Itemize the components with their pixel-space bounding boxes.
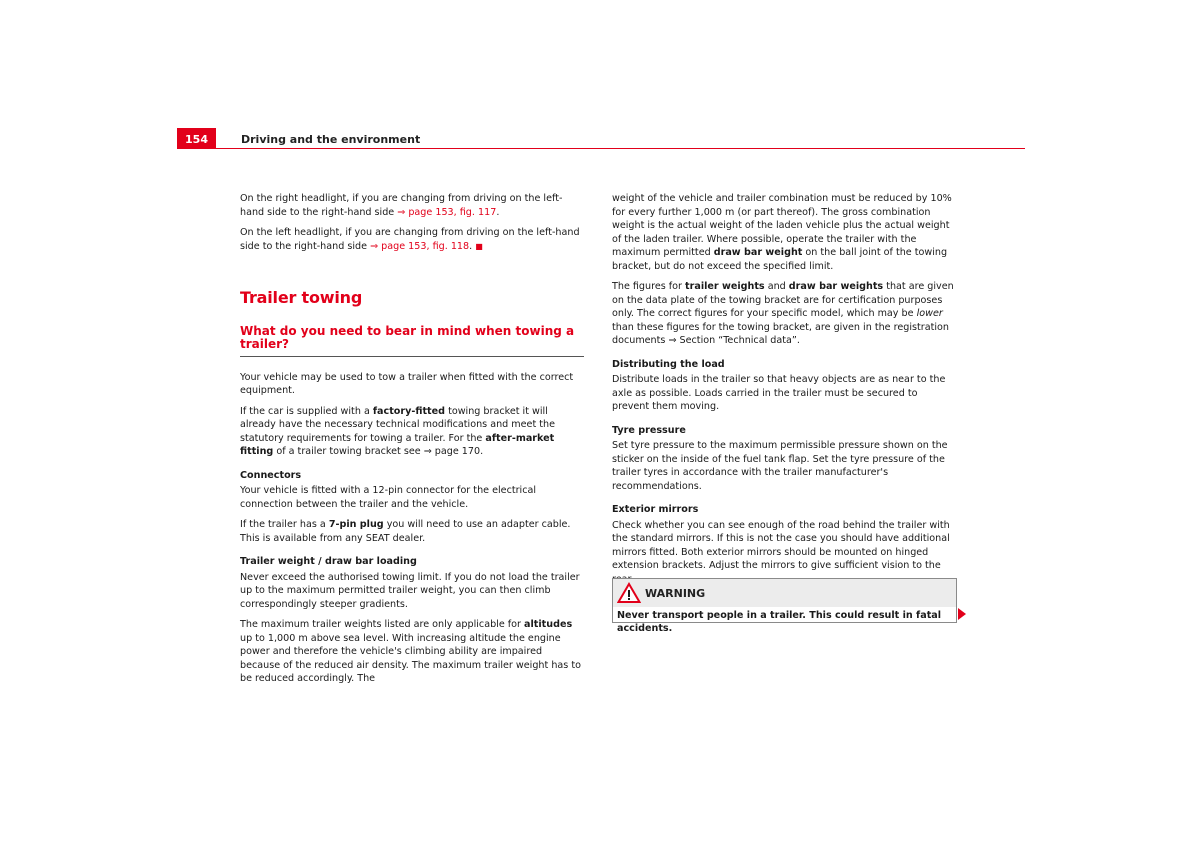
heading-exterior-mirrors: Exterior mirrors	[612, 504, 699, 515]
paragraph-text: and	[764, 281, 789, 292]
paragraph-text: The figures for	[612, 281, 686, 292]
italic-term: lower	[916, 308, 943, 319]
paragraph-text: .	[469, 240, 473, 252]
paragraph-intro: Your vehicle may be used to tow a trailer when fitted with the correct equipment.	[240, 371, 574, 396]
paragraph-text: If the car is supplied with a	[240, 405, 373, 417]
paragraph-text: you will need to use an adapter cable. This is available from any SEAT dealer.	[240, 519, 571, 544]
bold-term: draw bar weights	[788, 281, 884, 292]
right-column	[612, 192, 956, 593]
page-link[interactable]: ⇒ page 153, fig. 118	[370, 240, 470, 252]
paragraph-altitudes	[240, 618, 584, 686]
paragraph-connectors: Your vehicle is fitted with a 12-pin connector for the electrical connection between the trailer and the vehicle.	[240, 485, 537, 510]
paragraph-text: On the right headlight, if you are changing from driving on the left-hand side to the right-hand side	[240, 193, 563, 218]
paragraph-text: The maximum trailer weights listed are only applicable for	[240, 619, 525, 630]
paragraph-figures	[612, 280, 956, 348]
paragraph-distributing-load: Distribute loads in the trailer so that heavy objects are as near to the axle as possible. Loads carried in the trailer must be secured to prevent them moving.	[612, 374, 946, 412]
subsection-title: What do you need to bear in mind when towing a trailer?	[240, 325, 584, 357]
paragraph-text: up to 1,000 m above sea level. With increasing altitude the engine power and therefore the vehicle's climbing ability are impaired because of the reduced air density. The maximum trailer weight has to be reduced accordingly. The	[240, 632, 581, 684]
paragraph-text: On the left headlight, if you are changing from driving on the left-hand side to the right-hand side	[240, 227, 580, 252]
paragraph-7-pin	[240, 518, 584, 545]
warning-box	[612, 578, 957, 634]
paragraph-tyre-pressure: Set tyre pressure to the maximum permissible pressure shown on the sticker on the inside of the fuel tank flap. Set the tyre pressure of the trailer tyres in accordance with the trailer manufacturer's recommendations.	[612, 440, 948, 492]
bold-term: draw bar weight	[713, 247, 803, 258]
heading-distributing-load: Distributing the load	[612, 358, 725, 370]
end-square-icon: ■	[475, 241, 483, 251]
bold-term: 7-pin plug	[328, 519, 384, 530]
bold-term: after-market fitting	[240, 432, 555, 457]
paragraph-text: towing bracket it will already have the necessary technical modifications and meet the statutory requirements for towing a trailer. For the	[240, 405, 555, 444]
paragraph-towing-limit: Never exceed the authorised towing limit. If you do not load the trailer up to the maximum permitted trailer weight, you can then climb correspondingly steeper gradients.	[240, 571, 580, 610]
paragraph-combination-weight	[612, 192, 956, 273]
paragraph-text: If the trailer has a	[240, 519, 329, 530]
left-column	[240, 192, 584, 693]
header-divider	[216, 148, 1025, 149]
warning-header	[613, 579, 956, 607]
chapter-title: Driving and the environment	[241, 133, 421, 146]
bold-term: altitudes	[524, 619, 573, 630]
page-link[interactable]: ⇒ page 153, fig. 117	[397, 206, 497, 218]
bold-term: trailer weights	[685, 281, 765, 292]
paragraph-text: on the ball joint of the towing bracket, but do not exceed the specified limit.	[612, 247, 948, 272]
heading-tyre-pressure: Tyre pressure	[612, 424, 686, 436]
paragraph-right-headlight	[240, 192, 584, 219]
paragraph-factory-fitted	[240, 405, 584, 459]
paragraph-text: that are given on the data plate of the towing bracket are for certification purposes only. The correct figures for your specific model, which may be	[612, 281, 954, 319]
page-number: 154	[177, 128, 216, 149]
paragraph-left-headlight	[240, 226, 584, 253]
section-title: Trailer towing	[240, 288, 363, 307]
warning-label: WARNING	[645, 587, 706, 600]
heading-trailer-weight: Trailer weight / draw bar loading	[240, 556, 417, 567]
paragraph-text: than these figures for the towing bracket, are given in the registration documents ⇒ Section “Technical data”.	[612, 321, 949, 346]
bold-term: factory-fitted	[372, 405, 446, 417]
paragraph-exterior-mirrors: Check whether you can see enough of the road behind the trailer with the standard mirrors. If this is not the case you should have additional mirrors fitted. Both exterior mirrors should be mounted on hinged extension brackets. Adjust the mirrors to give sufficient vision to the	[612, 519, 950, 571]
warning-triangle-icon	[617, 582, 641, 604]
continue-arrow-icon	[958, 608, 966, 620]
heading-connectors: Connectors	[240, 469, 302, 481]
warning-text: Never transport people in a trailer. This could result in fatal accidents.	[617, 610, 942, 634]
paragraph-text: weight of the vehicle and trailer combination must be reduced by 10% for every further 1,000 m (or part thereof). The gross combination weight is the actual weight of the laden vehicle plus the actual weight of the laden trailer. Where possible, operate the trailer with the maximum permitted	[612, 193, 952, 258]
paragraph-text: .	[496, 206, 500, 218]
paragraph-text: of a trailer towing bracket see ⇒ page 170.	[273, 446, 484, 457]
